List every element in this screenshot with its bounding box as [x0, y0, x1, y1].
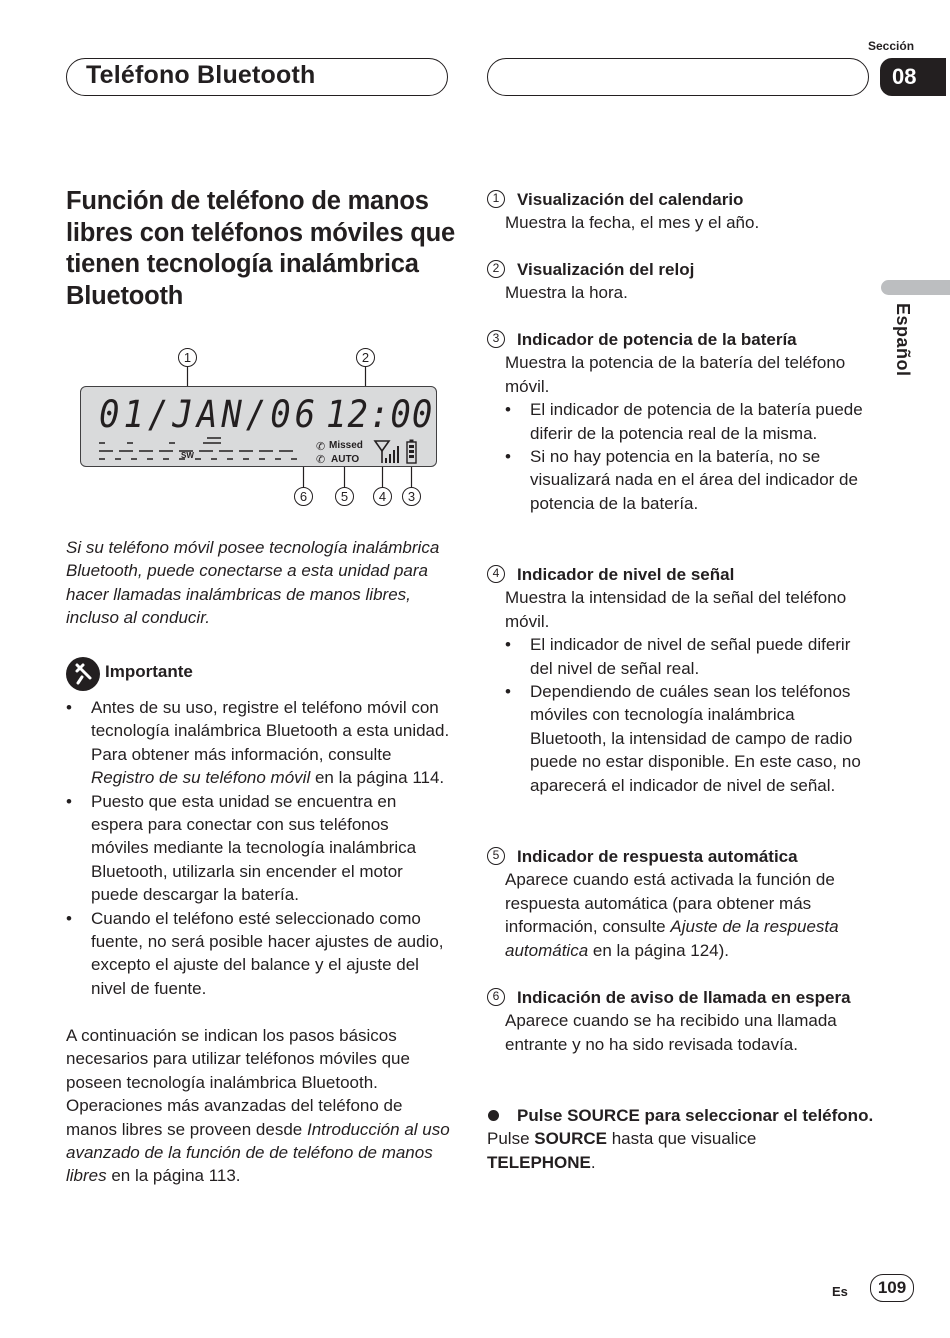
callout-2: 2 [356, 348, 375, 367]
item-description: Muestra la potencia de la batería del teléfono móvil. [505, 353, 846, 396]
item-4 [487, 563, 875, 797]
cross-reference: Registro de su teléfono móvil [91, 768, 311, 788]
auto-answer-icon: ✆ [316, 454, 326, 466]
cross-reference: Ajuste de la respuesta automática [505, 917, 839, 960]
step-title: Pulse SOURCE para seleccionar el teléfono. [517, 1106, 874, 1125]
important-bullets [66, 696, 451, 1000]
important-bullet: • Puesto que esta unidad se encuentra en espera para conectar con sus teléfonos móviles mediante la tecnología inalámbrica Bluetooth, utilizarla sin encender el motor puede descargar la batería. [66, 790, 451, 907]
lcd-auto-label: AUTO [331, 454, 360, 465]
footer-language: Es [832, 1284, 848, 1299]
important-bullet: • Antes de su uso, registre el teléfono móvil con tecnología inalámbrica Bluetooth a esta unidad. Para obtener más información, consulte Registro de su teléfono móvil en la página 114. [66, 696, 451, 790]
step-bullet-icon [488, 1110, 499, 1121]
item-subbullet: • Si no hay potencia en la batería, no se visualizará nada en el área del indicador de potencia de la batería. [487, 445, 875, 515]
item-number: 3 [487, 330, 505, 348]
callout-6: 6 [294, 487, 313, 506]
step-description: Pulse SOURCE hasta que visualice TELEPHONE. [487, 1129, 757, 1172]
item-title: Visualización del calendario [517, 190, 744, 209]
item-number: 6 [487, 988, 505, 1006]
lcd-sw-label: SW [181, 451, 194, 460]
item-description: Aparece cuando está activada la función de respuesta automática (para obtener más información, consulte Ajuste de la respuesta automática en la página 124). [505, 870, 839, 960]
header-blank-frame [487, 58, 869, 96]
item-1 [487, 188, 875, 235]
language-tab-bar [881, 280, 950, 295]
item-number: 4 [487, 565, 505, 583]
source-key: SOURCE [534, 1129, 607, 1149]
item-description: Muestra la fecha, el mes y el año. [505, 213, 760, 233]
item-number: 2 [487, 260, 505, 278]
item-description: Muestra la intensidad de la señal del teléfono móvil. [505, 588, 847, 631]
important-bullet: • Cuando el teléfono esté seleccionado como fuente, no será posible hacer ajustes de audio, excepto el ajuste del balance y el ajuste del nivel de fuente. [66, 907, 451, 1001]
item-description: Aparece cuando se ha recibido una llamada entrante y no ha sido revisada todavía. [505, 1011, 837, 1054]
lcd-display [80, 386, 437, 467]
battery-icon [406, 439, 418, 464]
closing-paragraph: A continuación se indican los pasos básicos necesarios para utilizar teléfonos móviles que poseen tecnología inalámbrica Bluetooth. Operaciones más avanzadas del teléfono de manos libres se proveen desde Introducción al uso avanzado de la función de de teléfono de manos libres en la página 113. [66, 1026, 450, 1186]
item-description: Muestra la hora. [505, 283, 628, 303]
language-tab-label: Español [893, 303, 913, 377]
lcd-time: 12:00 [326, 393, 434, 437]
page-number: 109 [870, 1274, 914, 1302]
important-icon [66, 657, 100, 691]
item-subbullet: • El indicador de potencia de la batería puede diferir de la potencia real de la misma. [487, 398, 875, 445]
item-title: Indicador de respuesta automática [517, 847, 798, 866]
telephone-label: TELEPHONE [487, 1152, 591, 1172]
item-title: Indicador de potencia de la batería [517, 330, 797, 349]
main-heading: Función de teléfono de manos libres con teléfonos móviles que tienen tecnología inalámbrica Bluetooth [66, 187, 455, 310]
section-number-badge: 08 [880, 58, 946, 96]
important-label: Importante [105, 662, 193, 681]
item-subbullet: • Dependiendo de cuáles sean los teléfonos móviles con tecnología inalámbrica Bluetooth, la intensidad de campo de radio puede no estar disponible. En este caso, no aparecerá el indicador de nivel de señal. [487, 680, 875, 797]
header-title: Teléfono Bluetooth [86, 61, 316, 89]
item-subbullet: • El indicador de nivel de señal puede diferir del nivel de señal real. [487, 633, 875, 680]
item-title: Visualización del reloj [517, 260, 695, 279]
callout-4: 4 [373, 487, 392, 506]
item-6 [487, 986, 875, 1056]
lcd-missed-label: Missed [329, 440, 363, 451]
item-2 [487, 258, 875, 305]
item-5 [487, 845, 875, 962]
callout-1: 1 [178, 348, 197, 367]
lcd-level-bars [97, 437, 307, 465]
item-title: Indicación de aviso de llamada en espera [517, 988, 851, 1007]
cross-reference: Introducción al uso avanzado de la función de de teléfono de manos libres [66, 1119, 450, 1186]
item-number: 5 [487, 847, 505, 865]
missed-call-icon: ✆ [316, 441, 326, 453]
item-title: Indicador de nivel de señal [517, 565, 735, 584]
callout-5: 5 [335, 487, 354, 506]
item-number: 1 [487, 190, 505, 208]
intro-paragraph: Si su teléfono móvil posee tecnología inalámbrica Bluetooth, puede conectarse a esta unidad para hacer llamadas inalámbricas de manos libres, incluso al conducir. [66, 538, 440, 628]
item-3 [487, 328, 875, 515]
lcd-date: 01/JAN/06 [99, 393, 320, 437]
section-label: Sección [868, 39, 915, 53]
signal-icon [373, 439, 403, 465]
callout-3: 3 [402, 487, 421, 506]
step-block [487, 1104, 875, 1174]
